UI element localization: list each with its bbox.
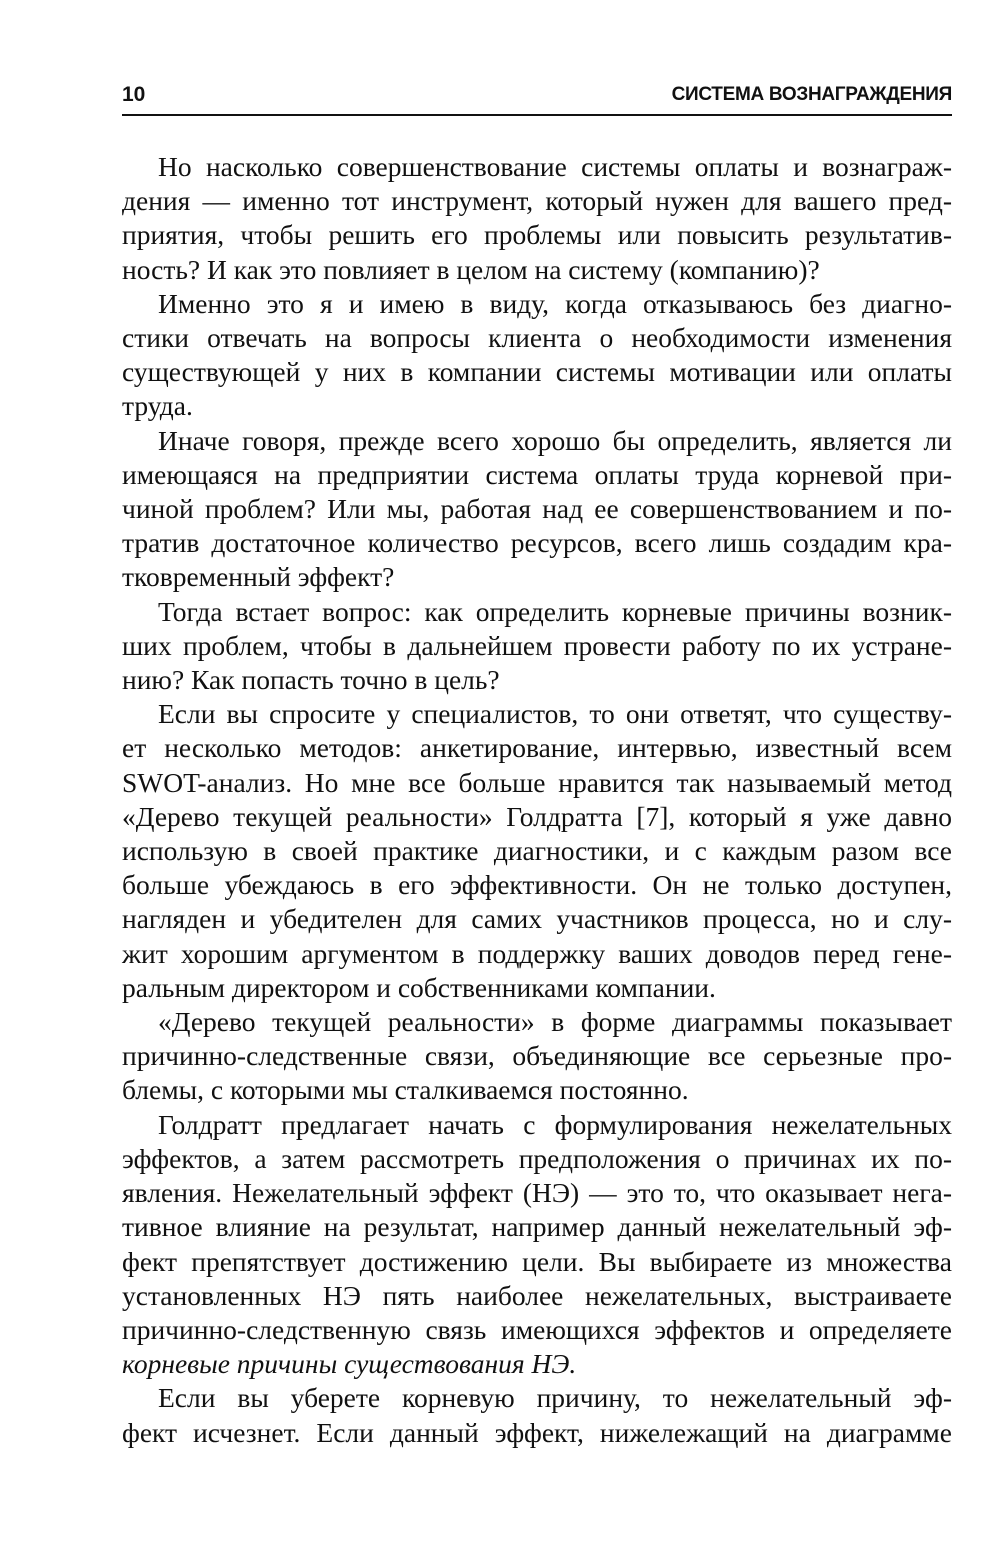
text-line: чиной проблем? Или мы, работая над ее совершенствованием и по- xyxy=(122,493,952,525)
text-line: ность? И как это повлияет в целом на систему (компанию)? xyxy=(122,253,820,285)
text-line: Если вы спросите у специалистов, то они ответят, что существу- xyxy=(158,698,952,730)
text-line: имеющаяся на предприятии система оплаты труда корневой при- xyxy=(122,458,952,490)
text-line: Иначе говоря, прежде всего хорошо бы определить, является ли xyxy=(158,424,952,456)
text-line: ральным директором и собственниками компании. xyxy=(122,971,716,1003)
text-line: тратив достаточное количество ресурсов, всего лишь создадим кра- xyxy=(122,527,952,559)
paragraph xyxy=(122,150,952,287)
text-line: нию? Как попасть точно в цель? xyxy=(122,664,500,696)
text-line: приятия, чтобы решить его проблемы или повысить результатив- xyxy=(122,219,952,251)
text-line: ших проблем, чтобы в дальнейшем провести работу по их устране- xyxy=(122,629,952,661)
text-line: Тогда встает вопрос: как определить корневые причины возник- xyxy=(158,595,952,627)
text-line: «Дерево текущей реальности» Голдратта [7], который я уже давно xyxy=(122,800,952,832)
text-line: явления. Нежелательный эффект (НЭ) — это то, что оказывает нега- xyxy=(122,1177,952,1209)
text-line: эффектов, а затем рассмотреть предположения о причинах их по- xyxy=(122,1142,952,1174)
text-line: фект исчезнет. Если данный эффект, нижележащий на диаграмме xyxy=(122,1416,952,1448)
paragraph xyxy=(122,1005,952,1108)
paragraph xyxy=(122,424,952,595)
text-line: жит хорошим аргументом в поддержку ваших доводов перед гене- xyxy=(122,937,952,969)
text-line: SWOT-анализ. Но мне все больше нравится так называемый метод xyxy=(122,766,952,798)
text-line: Если вы уберете корневую причину, то нежелательный эф- xyxy=(158,1382,952,1414)
text-line: труда. xyxy=(122,390,193,422)
text-line: тковременный эффект? xyxy=(122,561,395,593)
paragraph xyxy=(122,287,952,424)
page-header xyxy=(122,78,952,116)
paragraph xyxy=(122,1381,952,1449)
italic-text-line: корневые причины существования НЭ. xyxy=(122,1348,577,1380)
text-line: больше убеждаюсь в его эффективности. Он не только доступен, xyxy=(122,869,952,901)
text-line: Но насколько совершенствование системы оплаты и вознаграж- xyxy=(158,151,952,182)
text-line: Именно это я и имею в виду, когда отказываюсь без диагно- xyxy=(158,287,952,319)
text-line: установленных НЭ пять наиболее нежелательных, выстраиваете xyxy=(122,1279,952,1311)
text-line: фект препятствует достижению цели. Вы выбираете из множества xyxy=(122,1245,952,1277)
text-line: дения — именно тот инструмент, который нужен для вашего пред- xyxy=(122,185,952,217)
body-text xyxy=(122,150,952,1450)
text-line: «Дерево текущей реальности» в форме диаграммы показывает xyxy=(158,1006,952,1038)
text-line: стики отвечать на вопросы клиента о необходимости изменения xyxy=(122,322,952,354)
page-number: 10 xyxy=(122,83,146,106)
paragraph xyxy=(122,697,952,1005)
text-line: нагляден и убедителен для самих участников процесса, но и слу- xyxy=(122,903,952,935)
text-line: Голдратт предлагает начать с формулирования нежелательных xyxy=(158,1108,952,1140)
text-line: блемы, с которыми мы сталкиваемся постоянно. xyxy=(122,1074,689,1106)
text-line: использую в своей практике диагностики, и с каждым разом все xyxy=(122,835,952,867)
running-title: СИСТЕМА ВОЗНАГРАЖДЕНИЯ xyxy=(671,84,952,105)
text-line: причинно-следственные связи, объединяющие все серьезные про- xyxy=(122,1040,952,1072)
text-line: тивное влияние на результат, например данный нежелательный эф- xyxy=(122,1211,952,1243)
text-line: причинно-следственную связь имеющихся эффектов и определяете xyxy=(122,1313,952,1345)
text-line: ет несколько методов: анкетирование, интервью, известный всем xyxy=(122,732,952,764)
paragraph xyxy=(122,595,952,698)
paragraph xyxy=(122,1108,952,1382)
text-line: существующей у них в компании системы мотивации или оплаты xyxy=(122,356,952,388)
